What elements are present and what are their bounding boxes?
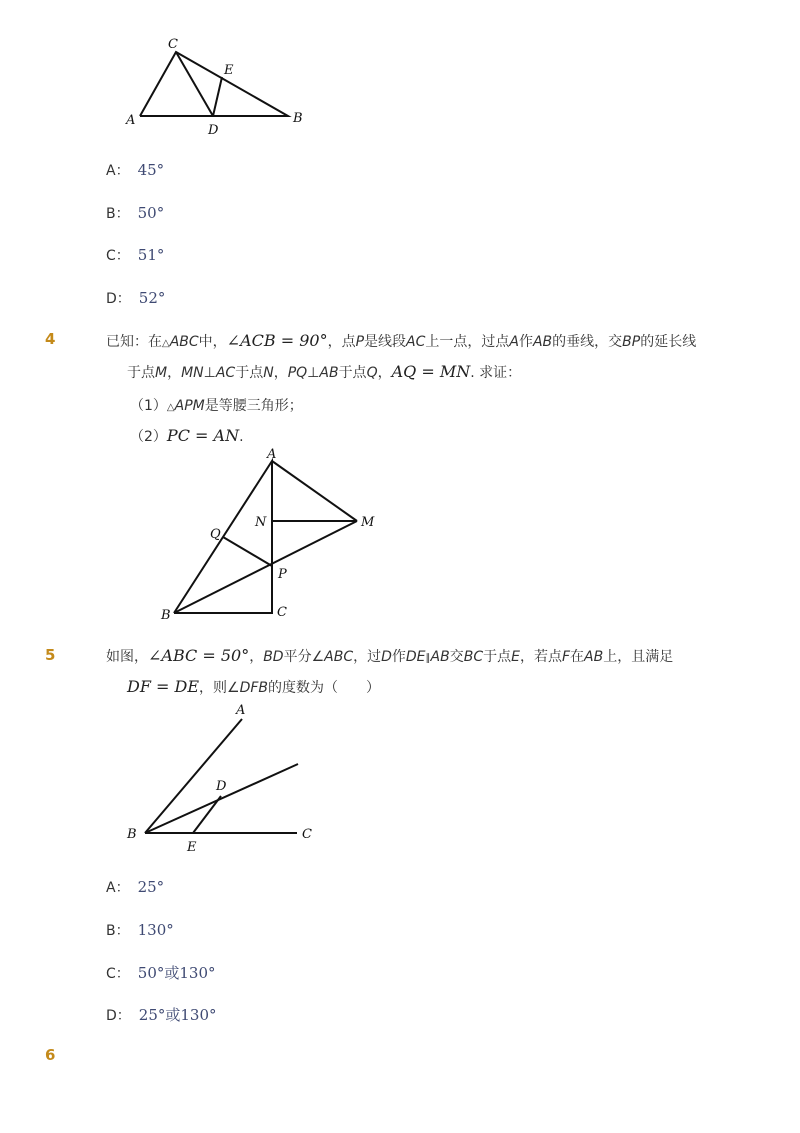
q4-part-2: （2）PC = AN.: [130, 426, 244, 445]
figure-triangle-abc: [110, 30, 320, 140]
figure-triangle-apm: [155, 448, 385, 623]
question-number: 6: [45, 1046, 56, 1064]
option-a[interactable]: A： 45°: [106, 161, 165, 179]
option-b[interactable]: B： 50°: [106, 204, 165, 222]
label-a: A: [126, 113, 136, 128]
question-number: 5: [45, 646, 56, 664]
label-d: D: [208, 123, 219, 138]
label-b: B: [127, 827, 137, 842]
option-c[interactable]: C： 51°: [106, 246, 165, 264]
label-n: N: [255, 515, 267, 530]
q5-line-2: DF = DE，则∠DFB的度数为（ ）: [127, 677, 381, 696]
label-b: B: [161, 608, 171, 623]
option-d[interactable]: D： 52°: [106, 289, 166, 307]
label-a: A: [267, 448, 277, 462]
label-b: B: [293, 111, 303, 126]
label-c: C: [302, 827, 312, 842]
label-q: Q: [210, 527, 221, 542]
label-m: M: [361, 515, 375, 530]
q4-line-2: 于点M，MN⊥AC于点N，PQ⊥AB于点Q，AQ = MN. 求证：: [127, 362, 522, 381]
q4-part-1: （1）△APM是等腰三角形；: [130, 398, 303, 414]
q4-line-1: 已知：在△ABC中，∠ACB = 90°，点P是线段AC上一点，过点A作AB的垂线，交BP的延长线: [106, 331, 697, 350]
option-c[interactable]: C： 50°或130°: [106, 964, 216, 982]
label-e: E: [224, 63, 234, 78]
label-c: C: [277, 605, 287, 620]
label-e: E: [187, 840, 197, 855]
question-number: 4: [45, 330, 56, 348]
label-d: D: [216, 779, 227, 794]
option-a[interactable]: A： 25°: [106, 878, 165, 896]
label-c: C: [168, 37, 178, 52]
figure-angle-bisector: [120, 698, 320, 858]
q5-line-1: 如图，∠ABC = 50°，BD平分∠ABC，过D作DE∥AB交BC于点E，若点F在AB上，且满足: [106, 646, 674, 665]
option-d[interactable]: D： 25°或130°: [106, 1006, 217, 1024]
label-a: A: [236, 703, 246, 718]
option-b[interactable]: B： 130°: [106, 921, 174, 939]
label-p: P: [278, 567, 287, 582]
